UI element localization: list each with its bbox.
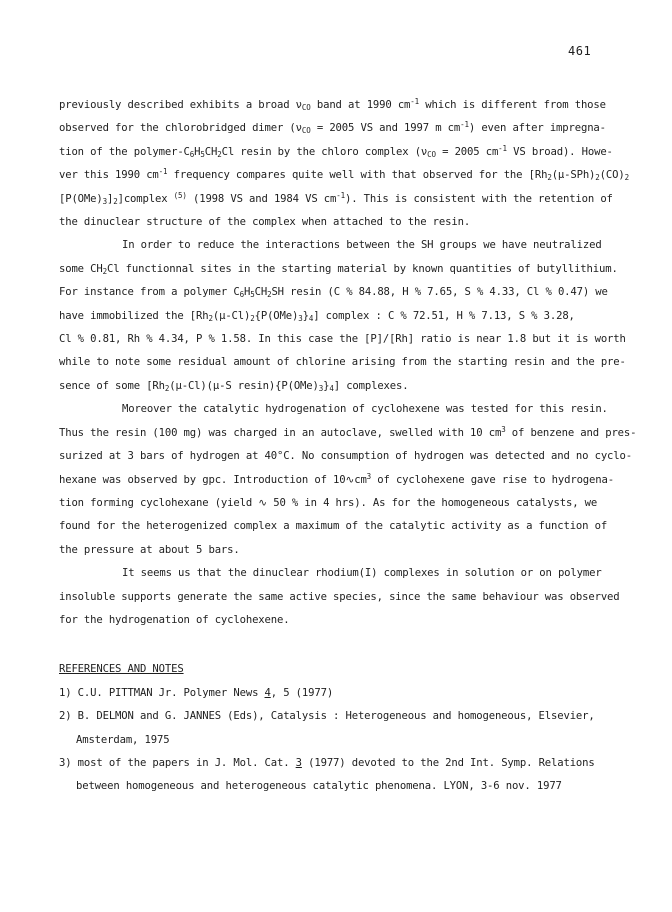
text-line: some $CH_2Cl$ functionnal sites in the starting material by known quantities of butyllithium. bbox=[59, 262, 618, 276]
reference-line: 1) C.U. PITTMAN Jr. Polymer News 4, 5 (1977) bbox=[59, 686, 334, 699]
reference-line: 2) B. DELMON and G. JANNES (Eds), Catalysis : Heterogeneous and homogeneous, Elsevier, bbox=[59, 710, 595, 723]
reference-line: 3) most of the papers in J. Mol. Cat. 3 (1977) devoted to the 2nd Int. Symp. Relations bbox=[59, 756, 595, 769]
text-line: $[P(OMe)_3]_2]complex$ $^{(5)}$ (1998 VS and 1984 VS $cm^{-1}$). This is consistent with the retention of bbox=[59, 190, 613, 206]
text-line: tion forming cyclohexane (yield ∿ 50 % in 4 hrs). As for the homogeneous catalysts, we bbox=[59, 496, 598, 509]
text-line: Cl % 0.81, Rh % 4.34, P % 1.58. In this case the [P]/[Rh] ratio is near 1.8 but it is worth bbox=[59, 333, 626, 346]
references-heading: REFERENCES AND NOTES bbox=[59, 663, 184, 676]
text-line: ver this 1990 $cm^{-1}$ frequency compares quite well with that observed for the [$Rh_2(\mu-SPh)_2(CO)_2$ bbox=[59, 167, 629, 183]
page-body bbox=[59, 94, 639, 799]
paragraph-4 bbox=[59, 562, 639, 632]
text-line: sence of some [$Rh_2(\mu-Cl)(\mu-S$ $resin)\{P(OMe)_3\}_4$] complexes. bbox=[59, 379, 409, 393]
reference-item bbox=[59, 752, 639, 799]
text-line: Moreover the catalytic hydrogenation of cyclohexene was tested for this resin. bbox=[122, 403, 608, 416]
page-number: 461 bbox=[568, 44, 592, 58]
reference-list bbox=[59, 682, 639, 799]
reference-line: Amsterdam, 1975 bbox=[76, 733, 170, 746]
text-line: Thus the resin (100 mg) was charged in an autoclave, swelled with 10 $cm^3$ of benzene and pres- bbox=[59, 424, 637, 439]
text-line: for the hydrogenation of cyclohexene. bbox=[59, 613, 290, 626]
text-line: tion of the polymer-$C_6H_5CH_2Cl$ resin by the chloro complex ($\nu_{CO} = 2005$ $cm^{-1}$ VS broad). Howe- bbox=[59, 143, 613, 159]
text-line: have immobilized the $[Rh_2(\mu-Cl)_2\{P(OMe)_3\}_4]$ complex : C % 72.51, H % 7.13, S % 3.28, bbox=[59, 309, 575, 323]
text-line: In order to reduce the interactions between the SH groups we have neutralized bbox=[122, 239, 602, 252]
paragraph-3 bbox=[59, 398, 639, 562]
text-line: insoluble supports generate the same active species, since the same behaviour was observed bbox=[59, 590, 620, 603]
reference-item bbox=[59, 682, 639, 705]
text-line: surized at 3 bars of hydrogen at 40°C. No consumption of hydrogen was detected and no cyclo- bbox=[59, 450, 632, 463]
text-line: previously described exhibits a broad $\nu_{CO}$ band at 1990 $cm^{-1}$ which is different from those bbox=[59, 97, 606, 112]
text-line: observed for the chlorobridged dimer ($\nu_{CO} = 2005$ VS and 1997 m $cm^{-1}$) even after impregna- bbox=[59, 120, 606, 136]
text-line: the dinuclear structure of the complex when attached to the resin. bbox=[59, 216, 471, 229]
text-line: found for the heterogenized complex a maximum of the catalytic activity as a function of bbox=[59, 520, 608, 533]
text-line: It seems us that the dinuclear rhodium(I) complexes in solution or on polymer bbox=[122, 567, 602, 580]
paragraph-2 bbox=[59, 234, 639, 398]
text-line: For instance from a polymer $C_6H_5CH_2SH$ resin (C % 84.88, H % 7.65, S % 4.33, Cl % 0.47) we bbox=[59, 286, 608, 300]
reference-line: between homogeneous and heterogeneous catalytic phenomena. LYON, 3-6 nov. 1977 bbox=[76, 780, 562, 793]
text-line: hexane was observed by gpc. Introduction of $10∿cm^3$ of cyclohexene gave rise to hydrogena- bbox=[59, 471, 614, 486]
paragraph-1 bbox=[59, 94, 639, 234]
text-line: while to note some residual amount of chlorine arising from the starting resin and the pre- bbox=[59, 356, 626, 369]
reference-item bbox=[59, 705, 639, 752]
text-line: the pressure at about 5 bars. bbox=[59, 543, 240, 556]
